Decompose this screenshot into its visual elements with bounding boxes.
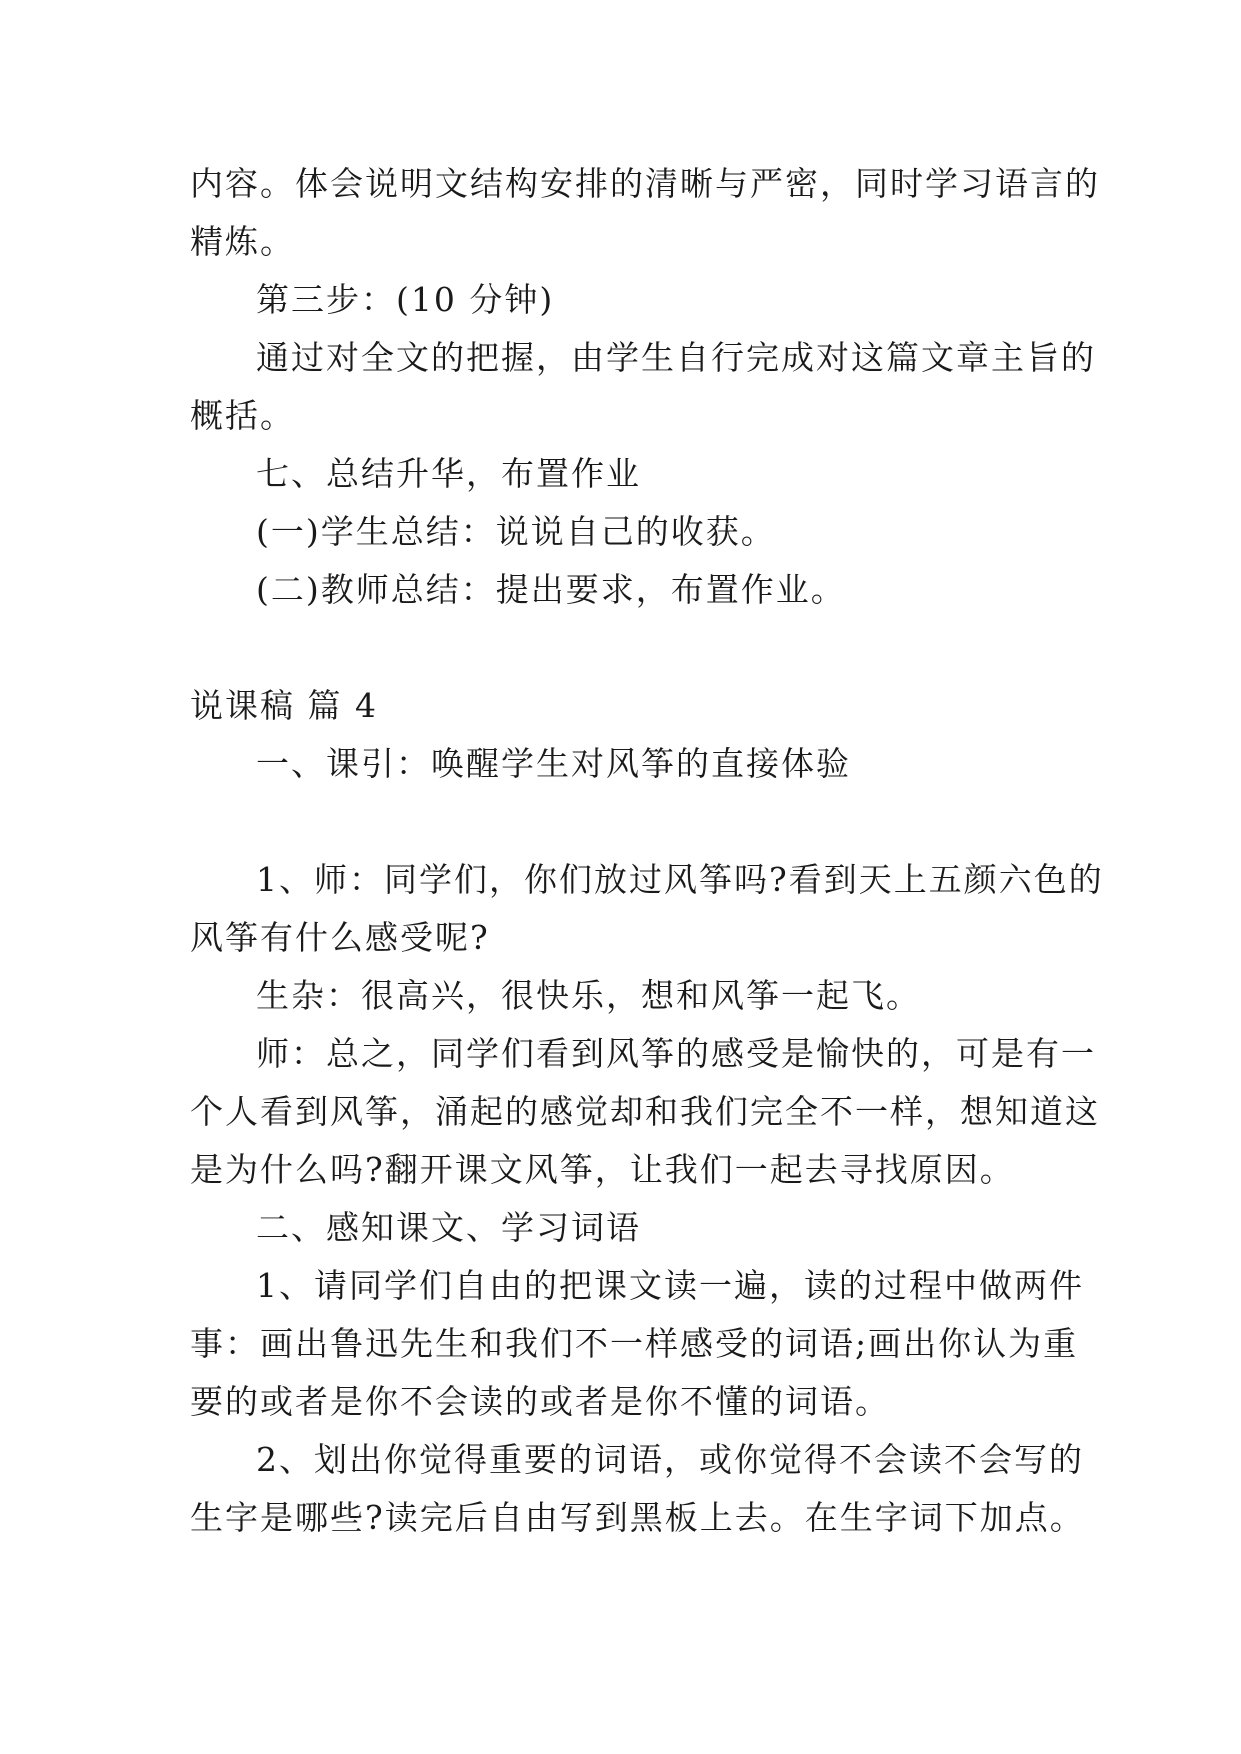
paragraph-line: 风筝有什么感受呢? bbox=[190, 918, 490, 957]
section-heading: 一、课引：唤醒学生对风筝的直接体验 bbox=[256, 744, 851, 783]
paragraph-line: 师：总之，同学们看到风筝的感受是愉快的，可是有一 bbox=[256, 1034, 1096, 1073]
paragraph-line: (二)教师总结：提出要求，布置作业。 bbox=[256, 570, 846, 609]
paragraph-line: 2、划出你觉得重要的词语，或你觉得不会读不会写的 bbox=[256, 1440, 1084, 1479]
section-heading: 二、感知课文、学习词语 bbox=[256, 1208, 641, 1247]
paragraph-line: 第三步：(10 分钟) bbox=[256, 280, 555, 319]
paragraph-line: 内容。体会说明文结构安排的清晰与严密，同时学习语言的 bbox=[190, 164, 1100, 203]
article-title: 说课稿 篇 4 bbox=[190, 686, 378, 725]
paragraph-line: 生杂：很高兴，很快乐，想和风筝一起飞。 bbox=[256, 976, 921, 1015]
paragraph-line: 个人看到风筝，涌起的感觉却和我们完全不一样，想知道这 bbox=[190, 1092, 1100, 1131]
paragraph-line: 1、请同学们自由的把课文读一遍，读的过程中做两件 bbox=[256, 1266, 1084, 1305]
paragraph-line: 生字是哪些?读完后自由写到黑板上去。在生字词下加点。 bbox=[190, 1498, 1085, 1537]
paragraph-line: 是为什么吗?翻开课文风筝，让我们一起去寻找原因。 bbox=[190, 1150, 1015, 1189]
paragraph-line: (一)学生总结：说说自己的收获。 bbox=[256, 512, 776, 551]
paragraph-line: 1、师：同学们，你们放过风筝吗?看到天上五颜六色的 bbox=[256, 860, 1104, 899]
paragraph-line: 概括。 bbox=[190, 396, 295, 435]
paragraph-line: 精炼。 bbox=[190, 222, 295, 261]
paragraph-line: 通过对全文的把握，由学生自行完成对这篇文章主旨的 bbox=[256, 338, 1096, 377]
paragraph-line: 要的或者是你不会读的或者是你不懂的词语。 bbox=[190, 1382, 890, 1421]
paragraph-line: 事：画出鲁迅先生和我们不一样感受的词语;画出你认为重 bbox=[190, 1324, 1079, 1363]
section-heading: 七、总结升华，布置作业 bbox=[256, 454, 641, 493]
